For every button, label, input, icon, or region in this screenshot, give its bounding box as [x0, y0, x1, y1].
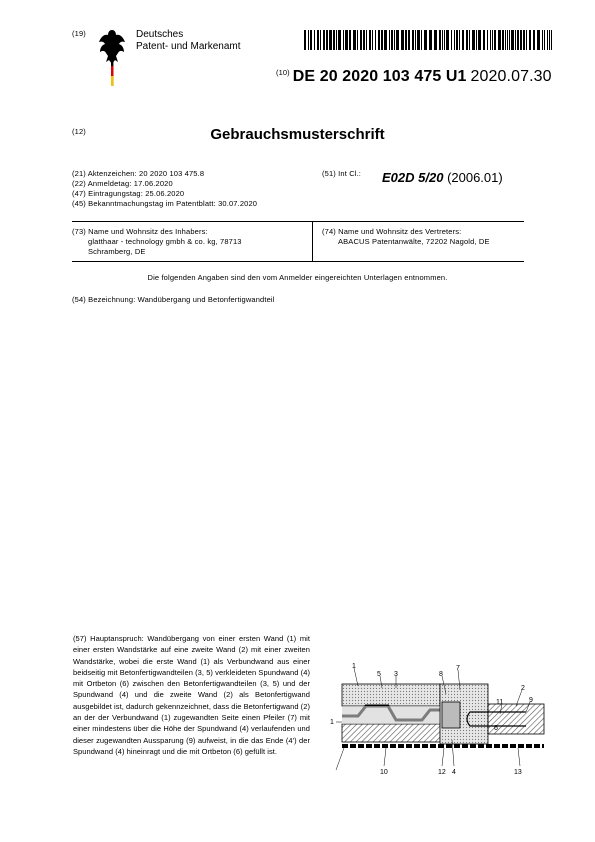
barcode-bar [408, 30, 410, 50]
barcode-bar [417, 30, 420, 50]
barcode-bar [314, 30, 315, 50]
barcode-bar [533, 30, 535, 50]
holder-label: (73) Name und Wohnsitz des Inhabers: [72, 227, 208, 236]
precast-panel-bottom [342, 724, 440, 742]
barcode-bar [466, 30, 468, 50]
barcode-bar [381, 30, 383, 50]
fig-label: 11 [496, 699, 504, 706]
barcode-bar [451, 30, 452, 50]
applicant-notice: Die folgenden Angaben sind den vom Anmelder eingereichten Unterlagen entnommen. [147, 273, 448, 282]
barcode-bar [494, 30, 496, 50]
barcode-bar [478, 30, 481, 50]
barcode-bar [329, 30, 332, 50]
barcode-bar [357, 30, 358, 50]
barcode-bar [415, 30, 416, 50]
divider [72, 261, 524, 262]
inid-10-marker: (10) [276, 68, 290, 77]
holder-line1: glatthaar - technology gmbh & co. kg, 78713 [88, 237, 242, 246]
cross-section-drawing [330, 660, 550, 780]
barcode-bar [363, 30, 365, 50]
divider [312, 222, 313, 261]
barcode-bar [320, 30, 321, 50]
barcode-bar [323, 30, 325, 50]
office-name-line1: Deutsches [136, 29, 184, 40]
barcode-bar [384, 30, 387, 50]
office-name-line2: Patent- und Markenamt [136, 41, 241, 52]
file-number: (21) Aktenzeichen: 20 2020 103 475.8 [72, 169, 205, 178]
barcode-bar [549, 30, 550, 50]
barcode-bar [353, 30, 356, 50]
barcode-bar [333, 30, 335, 50]
barcode-bar [338, 30, 341, 50]
barcode-bar [517, 30, 519, 50]
inid-19-marker: (19) [72, 29, 86, 38]
barcode-bar [459, 30, 460, 50]
barcode-bar [378, 30, 380, 50]
barcode-bar [469, 30, 470, 50]
barcode-bar [490, 30, 491, 50]
barcode-bar [520, 30, 522, 50]
document-type-title: Gebrauchsmusterschrift [210, 126, 385, 143]
precast-panel-top [342, 684, 440, 706]
barcode-bar [476, 30, 477, 50]
barcode-bar [537, 30, 540, 50]
barcode-bar [511, 30, 514, 50]
barcode-bar [547, 30, 548, 50]
ipc-class: E02D 5/20 [382, 170, 444, 185]
barcode-bar [551, 30, 552, 50]
barcode-bar [375, 30, 376, 50]
publication-number-line [276, 68, 552, 86]
barcode-bar [529, 30, 531, 50]
barcode-bar [492, 30, 493, 50]
barcode [304, 30, 552, 50]
barcode-bar [310, 30, 312, 50]
fig-label: 3 [394, 671, 398, 678]
barcode-bar [369, 30, 371, 50]
representative-line1: ABACUS Patentanwälte, 72202 Nagold, DE [338, 237, 490, 246]
barcode-bar [505, 30, 506, 50]
barcode-bar [396, 30, 399, 50]
federal-eagle-icon [96, 28, 128, 86]
barcode-bar [412, 30, 414, 50]
barcode-bar [434, 30, 437, 50]
publication-date: 2020.07.30 [470, 68, 552, 85]
barcode-bar [405, 30, 407, 50]
fig-label: 8 [439, 671, 443, 678]
barcode-bar [439, 30, 441, 50]
barcode-bar [456, 30, 458, 50]
barcode-bar [317, 30, 319, 50]
barcode-bar [487, 30, 488, 50]
barcode-bar [304, 30, 306, 50]
barcode-bar [509, 30, 510, 50]
representative-label: (74) Name und Wohnsitz des Vertreters: [322, 227, 462, 236]
holder-line2: Schramberg, DE [88, 247, 146, 256]
fig-label: 13 [514, 769, 522, 776]
ipc-label: (51) Int Cl.: [322, 169, 362, 178]
barcode-bar [421, 30, 422, 50]
filing-date: (22) Anmeldetag: 17.06.2020 [72, 179, 173, 188]
barcode-bar [446, 30, 449, 50]
barcode-bar [391, 30, 393, 50]
ipc-version: (2006.01) [447, 170, 503, 185]
barcode-bar [389, 30, 390, 50]
barcode-bar [401, 30, 404, 50]
registration-date: (47) Eintragungstag: 25.06.2020 [72, 189, 185, 198]
designation: (54) Bezeichnung: Wandübergang und Betonfertigwandteil [72, 295, 275, 304]
recess [442, 702, 460, 728]
barcode-bar [343, 30, 344, 50]
barcode-bar [366, 30, 367, 50]
barcode-bar [454, 30, 455, 50]
barcode-bar [424, 30, 427, 50]
barcode-bar [507, 30, 508, 50]
barcode-bar [360, 30, 362, 50]
barcode-bar [544, 30, 545, 50]
fig-label: 6 [494, 725, 498, 732]
barcode-bar [372, 30, 373, 50]
barcode-bar [349, 30, 351, 50]
barcode-bar [429, 30, 432, 50]
fig-label: 2 [521, 685, 525, 692]
fig-label: 9 [529, 697, 533, 704]
barcode-bar [502, 30, 504, 50]
barcode-bar [394, 30, 395, 50]
barcode-bar [308, 30, 309, 50]
gazette-date: (45) Bekanntmachungstag im Patentblatt: 30.07.2020 [72, 199, 258, 208]
fig-label: 1 [352, 663, 356, 670]
barcode-bar [515, 30, 516, 50]
fig-label: 4 [452, 769, 456, 776]
barcode-bar [345, 30, 348, 50]
fig-label: 5 [377, 671, 381, 678]
fig-label: 12 [438, 769, 446, 776]
abstract-main-claim: (57) Hauptanspruch: Wandübergang von einer ersten Wand (1) mit einer ersten Wandstärke auf eine zweite Wand (2) mit einer zweiten Wandstärke, wobei die erste Wand (1) als Verbundwand aus einer beidseitig mit Betonfertigwandteilen (3, 5) verkleideten Spundwand (4) mit Ortbeton (6) zwischen den Betonfertigwandteilen (3, 5) und der Spundwand (4) und die zweite Wand (2) als Betonfertigwand ausgebildet ist, dadurch gekennzeichnet, dass die Betonfertigwand (2) an der der Verbundwand (1) zugewandten Seite einen Pfeiler (7) mit einer mindestens über die Höhe der Spundwand (4) verlaufenden und dieser zugewandten Aussparung (9) aufweist, in die das Ende (4') der Spundwand (4) hineinragt und die mit Ortbeton (6) gefüllt ist. [73, 634, 310, 756]
barcode-bar [472, 30, 475, 50]
barcode-bar [444, 30, 445, 50]
barcode-bar [526, 30, 527, 50]
publication-number: DE 20 2020 103 475 U1 [292, 68, 467, 85]
barcode-bar [498, 30, 501, 50]
barcode-bar [442, 30, 443, 50]
fig-label: 7 [456, 665, 460, 672]
barcode-bar [326, 30, 328, 50]
barcode-bar [462, 30, 464, 50]
fig-label: 1 [330, 719, 334, 726]
site-concrete [342, 706, 440, 724]
barcode-bar [483, 30, 485, 50]
barcode-bar [336, 30, 337, 50]
inid-12-marker: (12) [72, 127, 86, 136]
fig-label: 10 [380, 769, 388, 776]
barcode-bar [523, 30, 525, 50]
barcode-bar [542, 30, 543, 50]
divider [72, 221, 524, 222]
